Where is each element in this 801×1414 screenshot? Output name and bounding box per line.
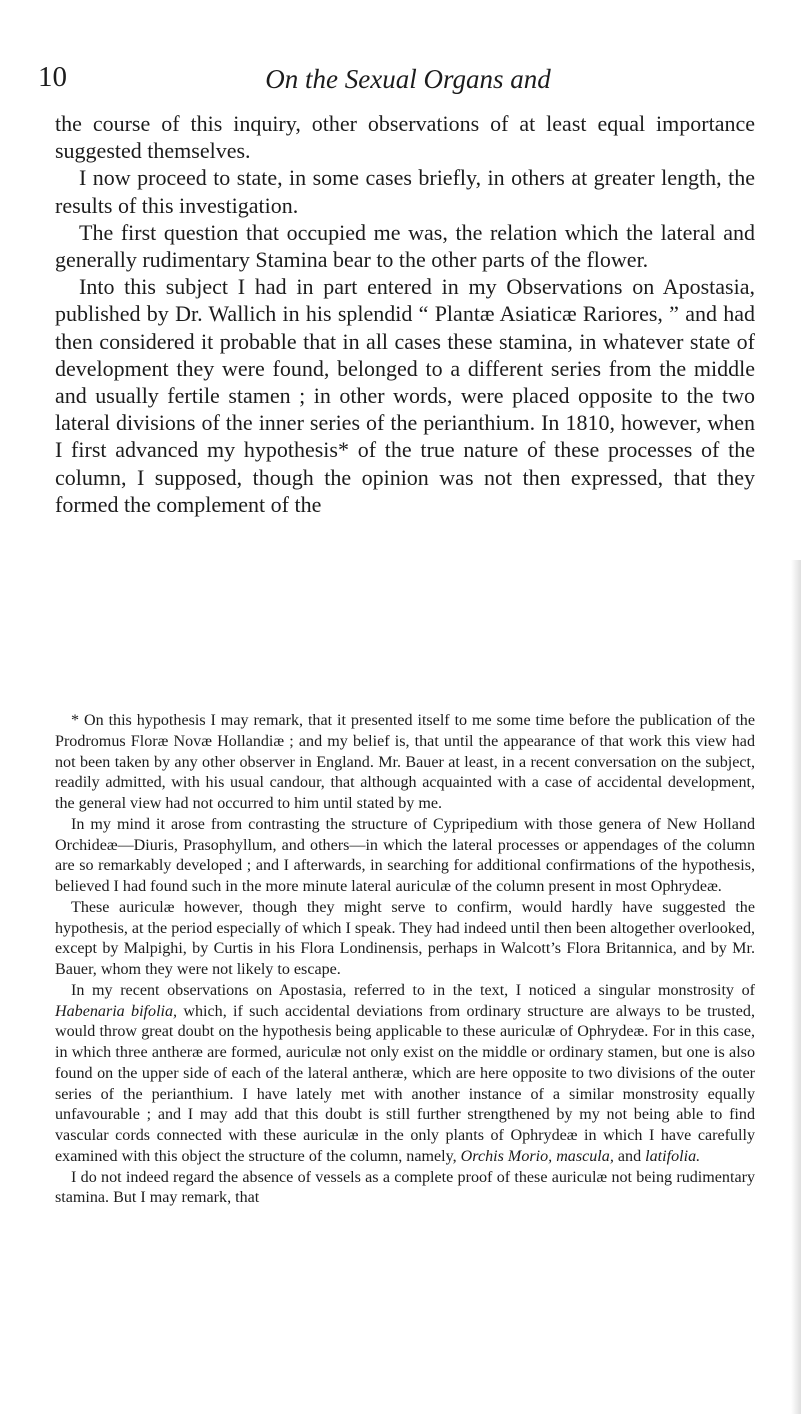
footnote-paragraph-2: In my mind it arose from contrasting the structure of Cypripedium with those genera of New Holland Orchideæ—Diuris, Prasophyllum, and others—in which the lateral processes or appendages of the column are so remarkably developed ; and I afterwards, in searching for additional confirmations of the hypothesis, believed I had found such in the more minute lateral auriculæ of the column present in most Ophrydeæ. — [55, 815, 755, 895]
paragraph-4: Into this subject I had in part entered in my Observations on Apostasia, published by Dr. Wallich in his splendid “ Plantæ Asiaticæ Rariores, ” and had then considered it probable that in all cases these stamina, in whatever state of development they were found, belonged to a different series from the middle and usually fertile stamen ; in other words, were placed opposite to the two lateral divisions of the inner series of the perianthium. In 1810, however, when I first advanced my hypothesis* of the true nature of these processes of the column, I supposed, though the opinion was not then expressed, that they formed the complement of the — [55, 274, 755, 517]
footnote-paragraph-5: I do not indeed regard the absence of vessels as a complete proof of these auriculæ not being rudimentary stamina. But I may remark, that — [55, 1168, 755, 1207]
footnote-4-species-orchis: Orchis Morio, mascula, — [460, 1147, 614, 1165]
footnote-4-species-habenaria: Habenaria bifolia, — [55, 1002, 178, 1020]
footnotes — [55, 711, 755, 1209]
footnote-paragraph-1: * On this hypothesis I may remark, that it presented itself to me some time before the publication of the Prodromus Floræ Novæ Hollandiæ ; and my belief is, that until the appearance of that work this view had not been taken by any other observer in England. Mr. Bauer at least, in a recent conversation on the subject, readily admitted, with his usual candour, that although acquainted with a case of accidental development, the general view had not occurred to him until stated by me. — [55, 712, 755, 812]
running-title: On the Sexual Organs and — [265, 64, 551, 94]
paragraph-3: The first question that occupied me was, the relation which the lateral and generally rudimentary Stamina bear to the other parts of the flower. — [55, 219, 755, 273]
page-number: 10 — [38, 61, 67, 93]
paragraph-2: I now proceed to state, in some cases briefly, in others at greater length, the results of this investigation. — [55, 165, 755, 218]
page-header — [38, 62, 758, 98]
footnote-4-species-latifolia: latifolia. — [645, 1147, 701, 1165]
paragraph-1: the course of this inquiry, other observations of at least equal importance suggested themselves. — [55, 111, 755, 164]
footnote-paragraph-3: These auriculæ however, though they might serve to confirm, would hardly have suggested the hypothesis, at the period especially of which I speak. They had indeed until then been altogether overlooked, except by Malpighi, by Curtis in his Flora Londinensis, perhaps in Walcott’s Flora Britannica, and by Mr. Bauer, whom they were not likely to escape. — [55, 898, 756, 978]
main-text — [55, 110, 755, 518]
page-edge-shadow — [791, 560, 801, 1414]
footnote-paragraph-4 — [55, 981, 755, 1168]
footnote-4-text-a: In my recent observations on Apostasia, referred to in the text, I noticed a singular monstrosity of — [71, 981, 755, 999]
footnote-4-text-b: which, if such accidental deviations from ordinary structure are always to be trusted, would throw great doubt on the hypothesis being applicable to these auriculæ of Ophrydeæ. For in this case, in which three antheræ are formed, auriculæ not only exist on the middle or ordinary stamen, but one is also found on the upper side of each of the lateral antheræ, which are here opposite to two divisions of the outer series of the perianthium. I have lately met with another instance of a similar monstrosity equally unfavourable ; and I may add that this doubt is still further strengthened by my not being able to find vascular cords connected with these auriculæ in the only plants of Ophrydeæ in which I have carefully examined with this object the structure of the column, namely, — [55, 1002, 756, 1165]
footnote-4-text-c: and — [613, 1147, 646, 1165]
